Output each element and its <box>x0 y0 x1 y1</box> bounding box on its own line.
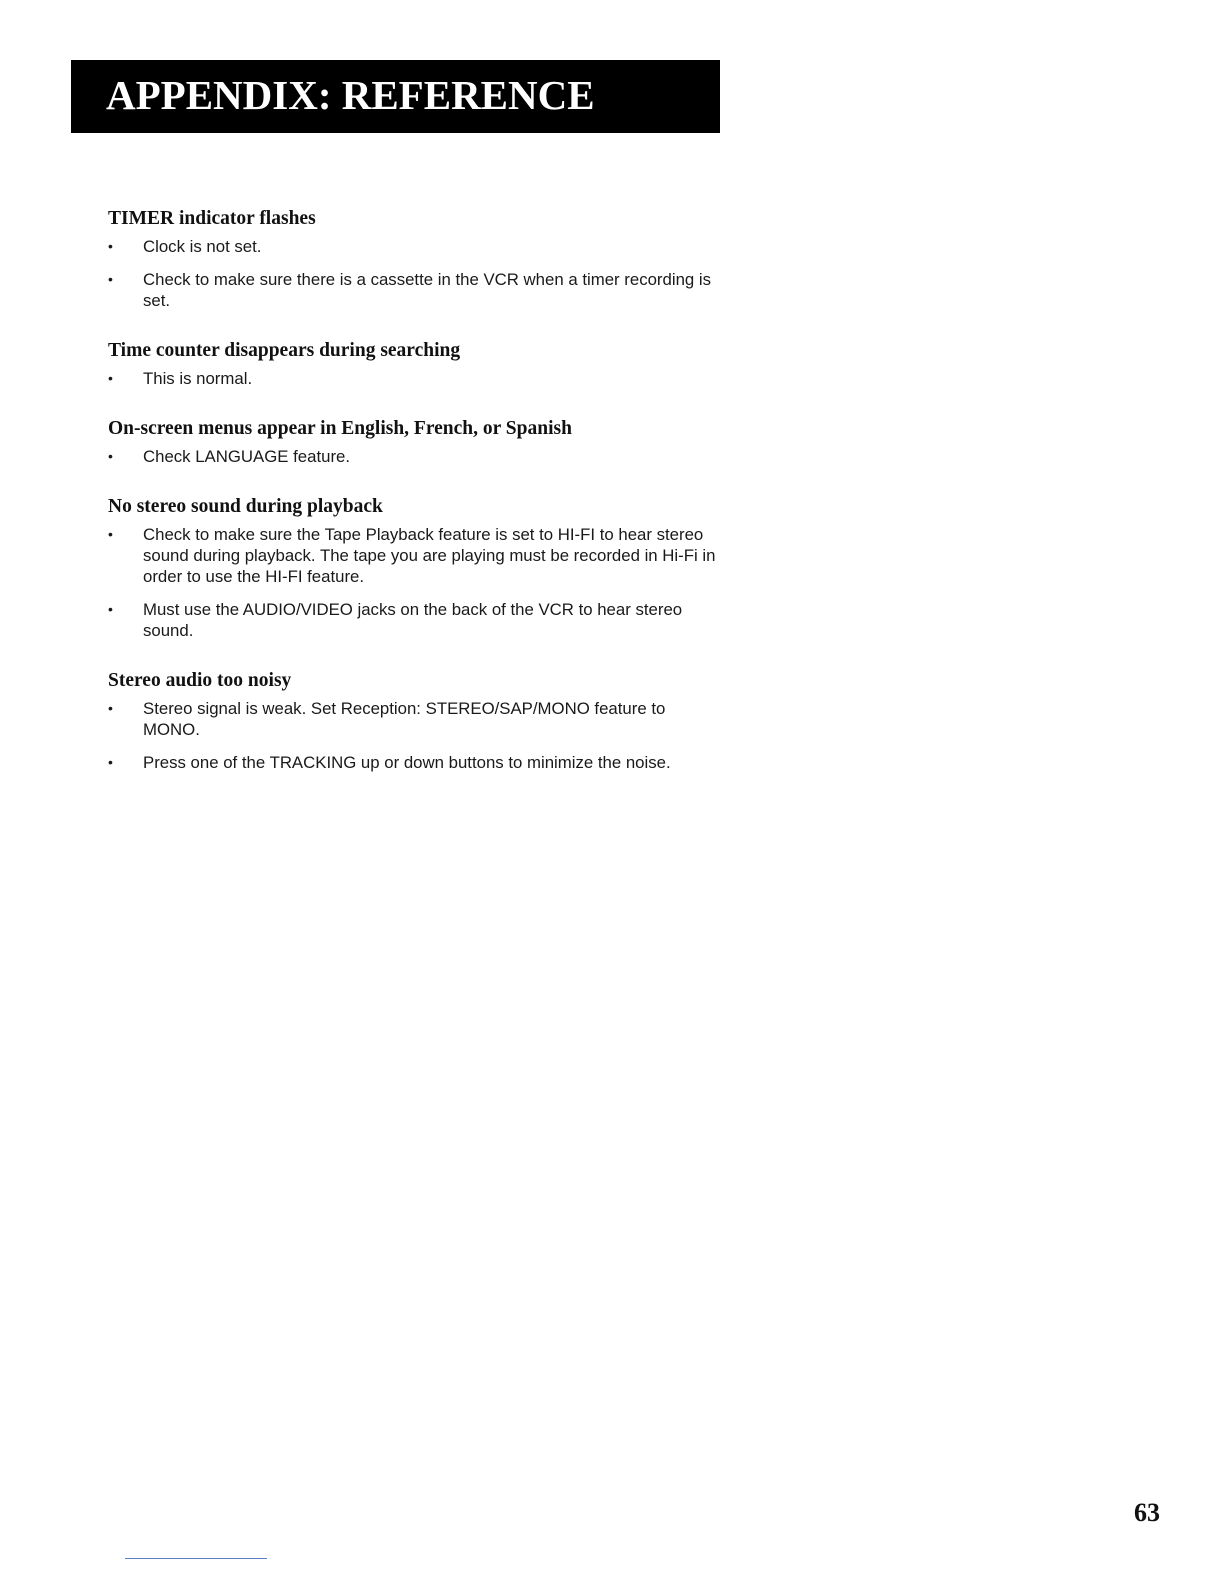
list-item-text: This is normal. <box>143 369 253 388</box>
bullet-list <box>108 236 718 311</box>
footer-divider <box>125 1558 267 1559</box>
section-time-counter <box>108 338 718 389</box>
list-item-text: Check LANGUAGE feature. <box>143 447 351 466</box>
bullet-icon: • <box>108 754 113 770</box>
bullet-icon: • <box>108 526 113 542</box>
section-heading: TIMER indicator flashes <box>108 208 316 229</box>
bullet-icon: • <box>108 370 113 386</box>
section-onscreen-menus <box>108 416 718 467</box>
list-item <box>108 446 718 467</box>
list-item <box>108 524 718 587</box>
list-item <box>108 368 718 389</box>
list-item-text: Press one of the TRACKING up or down buttons to minimize the noise. <box>143 753 671 772</box>
section-stereo-noisy <box>108 668 718 773</box>
section-heading: Time counter disappears during searching <box>108 340 461 361</box>
section-no-stereo-sound <box>108 494 718 641</box>
list-item-text: Check to make sure there is a cassette in the VCR when a timer recording is set. <box>143 270 712 310</box>
bullet-list <box>108 698 718 773</box>
list-item <box>108 269 718 311</box>
list-item <box>108 698 718 740</box>
bullet-icon: • <box>108 448 113 464</box>
bullet-icon: • <box>108 700 113 716</box>
bullet-icon: • <box>108 238 113 254</box>
list-item-text: Must use the AUDIO/VIDEO jacks on the back of the VCR to hear stereo sound. <box>143 600 683 640</box>
list-item-text: Stereo signal is weak. Set Reception: STEREO/SAP/MONO feature to MONO. <box>143 699 666 739</box>
bullet-list <box>108 368 718 389</box>
troubleshooting-content <box>108 206 718 800</box>
section-timer-indicator <box>108 206 718 311</box>
section-heading: On-screen menus appear in English, French, or Spanish <box>108 418 572 439</box>
header-bar <box>71 60 720 133</box>
list-item <box>108 236 718 257</box>
section-heading: Stereo audio too noisy <box>108 670 292 691</box>
page-title: APPENDIX: REFERENCE <box>106 72 595 118</box>
section-heading: No stereo sound during playback <box>108 496 383 517</box>
list-item-text: Clock is not set. <box>143 237 262 256</box>
bullet-list <box>108 446 718 467</box>
list-item <box>108 752 718 773</box>
bullet-icon: • <box>108 601 113 617</box>
list-item <box>108 599 718 641</box>
bullet-icon: • <box>108 271 113 287</box>
page-number: 63 <box>1134 1498 1160 1527</box>
list-item-text: Check to make sure the Tape Playback feature is set to HI-FI to hear stereo sound during playback. The tape you are playing must be recorded in Hi-Fi in order to use the HI-FI feature. <box>143 525 716 586</box>
bullet-list <box>108 524 718 641</box>
